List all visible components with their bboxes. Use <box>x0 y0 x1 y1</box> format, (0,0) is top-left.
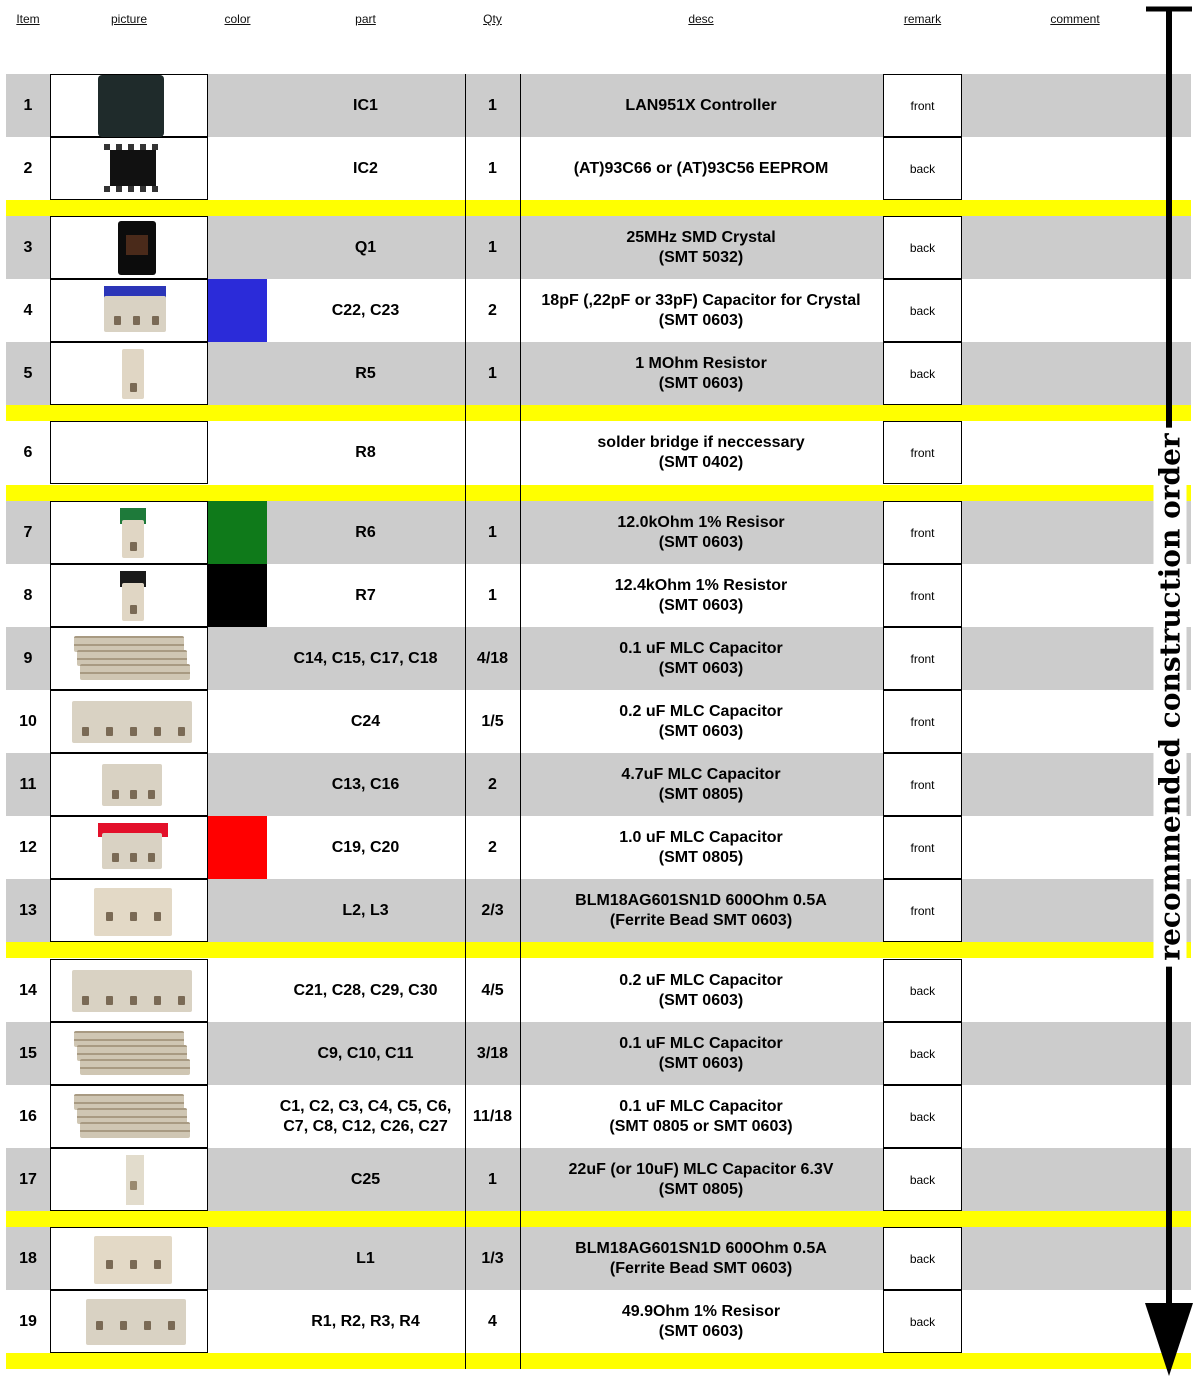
component-picture <box>50 421 208 484</box>
color-swatch <box>208 1022 267 1085</box>
component-picture <box>50 501 208 564</box>
component-picture <box>50 816 208 879</box>
qfn-chip-icon <box>54 77 204 134</box>
quantity: 4/18 <box>476 649 509 667</box>
description: BLM18AG601SN1D 600Ohm 0.5A (Ferrite Bead SMT 0603) <box>575 891 827 929</box>
quantity: 1 <box>488 364 497 382</box>
component-picture <box>50 1290 208 1353</box>
capacitor-tape-icon <box>54 282 204 339</box>
description: 0.1 uF MLC Capacitor (SMT 0603) <box>619 639 783 677</box>
part-designators: R6 <box>355 523 376 541</box>
remark-side: back <box>883 1148 962 1211</box>
description: 1.0 uF MLC Capacitor (SMT 0805) <box>619 828 783 866</box>
description: 0.1 uF MLC Capacitor (SMT 0805 or SMT 0603) <box>609 1097 793 1135</box>
capacitor-tape-icon <box>54 819 204 876</box>
yellow-separator <box>6 1353 1191 1369</box>
part-designators: IC2 <box>353 159 378 177</box>
color-swatch <box>208 279 267 342</box>
remark-side: front <box>883 816 962 879</box>
part-designators: C14, C15, C17, C18 <box>293 649 438 667</box>
component-picture <box>50 690 208 753</box>
yellow-separator <box>6 405 1191 421</box>
item-number: 3 <box>23 238 33 256</box>
arrow-label: recommended construction order <box>1154 427 1187 966</box>
color-swatch <box>208 564 267 627</box>
remark-side: front <box>883 690 962 753</box>
item-number: 12 <box>19 838 37 856</box>
resistor-icon <box>54 504 204 561</box>
color-swatch <box>208 879 267 942</box>
quantity: 2/3 <box>481 901 504 919</box>
color-swatch <box>208 137 267 200</box>
table-row <box>6 342 1191 405</box>
soic-chip-icon <box>54 140 204 197</box>
part-designators: R1, R2, R3, R4 <box>311 1312 420 1330</box>
table-row <box>6 879 1191 942</box>
remark-side: back <box>883 342 962 405</box>
table-row <box>6 74 1191 137</box>
yellow-separator <box>6 485 1191 501</box>
color-swatch <box>208 1148 267 1211</box>
part-designators: C25 <box>350 1170 381 1188</box>
component-picture <box>50 137 208 200</box>
empty-picture <box>54 424 204 481</box>
item-number: 15 <box>19 1044 37 1062</box>
description: 0.2 uF MLC Capacitor (SMT 0603) <box>619 702 783 740</box>
part-designators: C21, C28, C29, C30 <box>293 981 438 999</box>
quantity: 1 <box>488 159 497 177</box>
header-desc: desc <box>688 12 714 26</box>
item-number: 17 <box>19 1170 37 1188</box>
part-designators: R8 <box>355 443 376 461</box>
capacitor-tape-icon <box>54 693 204 750</box>
quantity: 1 <box>488 96 497 114</box>
color-swatch <box>208 1290 267 1353</box>
component-picture <box>50 74 208 137</box>
table-row <box>6 279 1191 342</box>
color-swatch <box>208 342 267 405</box>
component-picture <box>50 627 208 690</box>
item-number: 16 <box>19 1107 37 1125</box>
remark-side: back <box>883 1085 962 1148</box>
crystal-icon <box>54 219 204 276</box>
table-row <box>6 137 1191 200</box>
quantity: 1 <box>488 523 497 541</box>
remark-side: front <box>883 74 962 137</box>
description: 12.0kOhm 1% Resisor (SMT 0603) <box>617 513 785 551</box>
table-row <box>6 627 1191 690</box>
capacitor-strips-icon <box>54 630 204 687</box>
component-picture <box>50 879 208 942</box>
description: 0.1 uF MLC Capacitor (SMT 0603) <box>619 1034 783 1072</box>
remark-side: front <box>883 753 962 816</box>
description: BLM18AG601SN1D 600Ohm 0.5A (Ferrite Bead SMT 0603) <box>575 1239 827 1277</box>
description: 12.4kOhm 1% Resistor (SMT 0603) <box>614 576 788 614</box>
header-color: color <box>224 12 251 26</box>
part-designators: Q1 <box>354 238 377 256</box>
part-designators: C19, C20 <box>331 838 400 856</box>
quantity: 1 <box>488 586 497 604</box>
item-number: 7 <box>23 523 33 541</box>
color-swatch <box>208 959 267 1022</box>
component-picture <box>50 1022 208 1085</box>
component-picture <box>50 753 208 816</box>
description: 25MHz SMD Crystal (SMT 5032) <box>626 228 776 266</box>
part-designators: C1, C2, C3, C4, C5, C6, C7, C8, C12, C26, C27 <box>279 1097 452 1135</box>
color-swatch <box>208 690 267 753</box>
quantity: 2 <box>488 301 497 319</box>
capacitor-tall-icon <box>54 1151 204 1208</box>
component-picture <box>50 216 208 279</box>
yellow-separator <box>6 200 1191 216</box>
remark-side: back <box>883 1227 962 1290</box>
remark-side: back <box>883 279 962 342</box>
remark-side: back <box>883 959 962 1022</box>
description: 49.9Ohm 1% Resisor (SMT 0603) <box>621 1302 781 1340</box>
part-designators: R7 <box>355 586 376 604</box>
table-row <box>6 564 1191 627</box>
table-row <box>6 1148 1191 1211</box>
table-row <box>6 1290 1191 1353</box>
item-number: 6 <box>23 443 33 461</box>
description: (AT)93C66 or (AT)93C56 EEPROM <box>573 159 829 177</box>
component-picture <box>50 1085 208 1148</box>
table-row <box>6 1022 1191 1085</box>
component-picture <box>50 959 208 1022</box>
part-designators: L1 <box>356 1249 375 1267</box>
item-number: 10 <box>19 712 37 730</box>
color-swatch <box>208 816 267 879</box>
item-number: 9 <box>23 649 33 667</box>
component-picture <box>50 1148 208 1211</box>
qty-left-border <box>465 74 466 1369</box>
item-number: 13 <box>19 901 37 919</box>
color-swatch <box>208 1227 267 1290</box>
description: 0.2 uF MLC Capacitor (SMT 0603) <box>619 971 783 1009</box>
resistor-icon <box>54 345 204 402</box>
qty-right-border <box>520 74 521 1369</box>
arrow-head <box>1145 1303 1193 1376</box>
color-swatch <box>208 627 267 690</box>
color-swatch <box>208 753 267 816</box>
item-number: 8 <box>23 586 33 604</box>
header-picture: picture <box>110 12 148 26</box>
table-row <box>6 816 1191 879</box>
table-row <box>6 753 1191 816</box>
table-row <box>6 959 1191 1022</box>
yellow-separator <box>6 942 1191 958</box>
table-row <box>6 1227 1191 1290</box>
part-designators: C22, C23 <box>331 301 400 319</box>
table-row <box>6 501 1191 564</box>
remark-side: front <box>883 879 962 942</box>
resistor-icon <box>54 567 204 624</box>
resistor-tape-icon <box>54 1293 204 1350</box>
color-swatch <box>208 74 267 137</box>
description: 22uF (or 10uF) MLC Capacitor 6.3V (SMT 0805) <box>568 1160 834 1198</box>
part-designators: C24 <box>350 712 381 730</box>
description: 4.7uF MLC Capacitor (SMT 0805) <box>621 765 781 803</box>
ferrite-tape-icon <box>54 1230 204 1287</box>
item-number: 5 <box>23 364 33 382</box>
quantity: 3/18 <box>476 1044 509 1062</box>
component-picture <box>50 342 208 405</box>
part-designators: IC1 <box>353 96 378 114</box>
description: 18pF (,22pF or 33pF) Capacitor for Crystal (SMT 0603) <box>541 291 861 329</box>
header-item: Item <box>16 12 40 26</box>
table-row <box>6 216 1191 279</box>
part-designators: C9, C10, C11 <box>317 1044 414 1062</box>
remark-side: back <box>883 137 962 200</box>
item-number: 14 <box>19 981 37 999</box>
remark-side: front <box>883 501 962 564</box>
remark-side: front <box>883 421 962 484</box>
item-number: 18 <box>19 1249 37 1267</box>
quantity <box>465 421 520 484</box>
quantity: 11/18 <box>472 1107 513 1125</box>
remark-side: front <box>883 627 962 690</box>
item-number: 11 <box>19 775 37 793</box>
remark-side: back <box>883 1022 962 1085</box>
table-row <box>6 1085 1191 1148</box>
color-swatch <box>208 1085 267 1148</box>
capacitor-strips-icon <box>54 1088 204 1145</box>
color-swatch <box>208 501 267 564</box>
component-picture <box>50 279 208 342</box>
quantity: 2 <box>488 775 497 793</box>
capacitor-tape-icon <box>54 756 204 813</box>
part-designators: R5 <box>355 364 376 382</box>
quantity: 4 <box>488 1312 497 1330</box>
table-row <box>6 690 1191 753</box>
description: solder bridge if neccessary (SMT 0402) <box>597 433 805 471</box>
description: LAN951X Controller <box>625 96 777 114</box>
header-remark: remark <box>903 12 942 26</box>
remark-side: back <box>883 216 962 279</box>
quantity: 1/5 <box>481 712 504 730</box>
quantity: 1 <box>488 238 497 256</box>
ferrite-tape-icon <box>54 882 204 939</box>
capacitor-tape-icon <box>54 962 204 1019</box>
quantity: 2 <box>488 838 497 856</box>
component-picture <box>50 564 208 627</box>
part-designators: L2, L3 <box>342 901 389 919</box>
color-swatch <box>208 216 267 279</box>
item-number: 1 <box>23 96 33 114</box>
component-picture <box>50 1227 208 1290</box>
header-comment: comment <box>1050 12 1100 26</box>
description: 1 MOhm Resistor (SMT 0603) <box>635 354 767 392</box>
quantity: 1/3 <box>481 1249 504 1267</box>
item-number: 19 <box>19 1312 37 1330</box>
remark-side: front <box>883 564 962 627</box>
item-number: 4 <box>23 301 33 319</box>
capacitor-strips-icon <box>54 1025 204 1082</box>
quantity: 1 <box>488 1170 497 1188</box>
table-row <box>6 421 1191 484</box>
part-designators: C13, C16 <box>331 775 400 793</box>
color-swatch <box>208 421 267 484</box>
remark-side: back <box>883 1290 962 1353</box>
yellow-separator <box>6 1211 1191 1227</box>
header-part: part <box>355 12 376 26</box>
quantity: 4/5 <box>481 981 504 999</box>
item-number: 2 <box>23 159 33 177</box>
header-qty: Qty <box>483 12 502 26</box>
